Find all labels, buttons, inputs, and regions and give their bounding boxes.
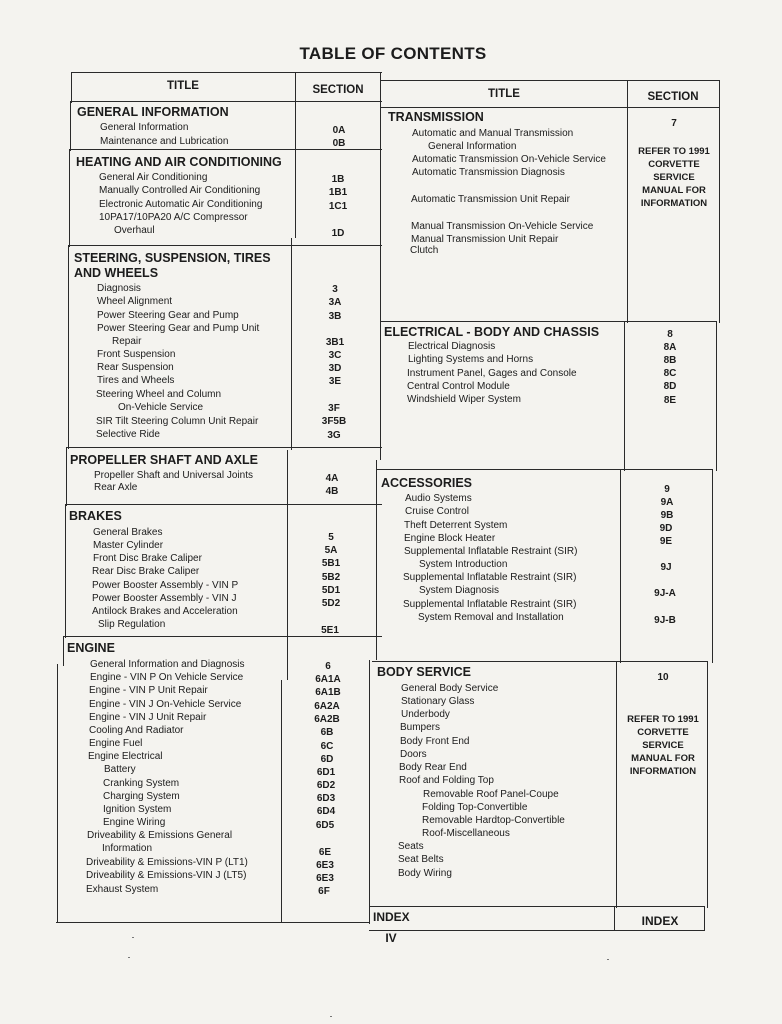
- entry-label: System Diagnosis: [419, 585, 500, 596]
- entry-label: Automatic Transmission Unit Repair: [411, 194, 570, 205]
- entry-code: 6D2: [316, 780, 336, 791]
- entry-code: 3D: [328, 363, 342, 374]
- entry-code: 5B2: [321, 572, 341, 583]
- entry-label: Driveability & Emissions-VIN P (LT1): [86, 857, 248, 868]
- entry-label: Wheel Alignment: [97, 296, 173, 307]
- entry-code: 6C: [320, 741, 334, 752]
- scan-speck: [330, 1016, 332, 1017]
- entry-code: 8A: [663, 342, 677, 353]
- entry-code: 6A2B: [314, 714, 340, 725]
- entry-label: Engine - VIN J Unit Repair: [89, 712, 207, 723]
- entry-code: 9J: [660, 562, 672, 573]
- section-heading: BRAKES: [69, 509, 122, 523]
- entry-code: 6D1: [316, 767, 336, 778]
- entry-code: 5A: [324, 545, 338, 556]
- entry-code: 3A: [328, 297, 342, 308]
- section-heading: TRANSMISSION: [388, 110, 484, 124]
- index-title: INDEX: [373, 910, 410, 924]
- entry-code: 8B: [663, 355, 677, 366]
- entry-label: Driveability & Emissions General: [87, 830, 233, 841]
- section-heading: ACCESSORIES: [381, 476, 472, 490]
- entry-label: Automatic Transmission On-Vehicle Service: [412, 154, 606, 165]
- entry-label: General Body Service: [401, 683, 499, 694]
- entry-code: 0A: [332, 125, 346, 136]
- entry-label: Windshield Wiper System: [407, 394, 521, 405]
- entry-code: 3: [332, 284, 338, 295]
- entry-label: Power Booster Assembly - VIN J: [92, 593, 237, 604]
- entry-code: 1D: [331, 228, 345, 239]
- entry-label: Engine Wiring: [103, 817, 166, 828]
- entry-label: Seats: [398, 841, 424, 852]
- entry-label: Manual Transmission On-Vehicle Service: [411, 221, 594, 232]
- entry-code: 1B1: [328, 187, 348, 198]
- entry-label: Engine Electrical: [88, 751, 163, 762]
- entry-label: Engine Fuel: [89, 738, 143, 749]
- entry-label: Engine - VIN P Unit Repair: [89, 685, 208, 696]
- entry-label: Lighting Systems and Horns: [408, 354, 534, 365]
- section-code: 7: [671, 118, 677, 129]
- entry-label: Electrical Diagnosis: [408, 341, 496, 352]
- entry-label: Engine - VIN J On-Vehicle Service: [89, 699, 242, 710]
- entry-label: Cooling And Radiator: [89, 725, 184, 736]
- entry-code: 5D2: [321, 598, 341, 609]
- entry-label: Audio Systems: [405, 493, 472, 504]
- entry-code: 9D: [659, 523, 673, 534]
- entry-label: Bumpers: [400, 722, 441, 733]
- page-number: IV: [385, 931, 397, 945]
- entry-code: 6A2A: [314, 701, 340, 712]
- entry-label: Engine - VIN P On Vehicle Service: [90, 672, 244, 683]
- entry-label: Body Wiring: [398, 868, 452, 879]
- entry-label: Front Suspension: [97, 349, 176, 360]
- section-code: 8: [667, 329, 673, 340]
- entry-label: Stationary Glass: [401, 696, 475, 707]
- entry-code: 6D: [320, 754, 334, 765]
- entry-code: 0B: [332, 138, 346, 149]
- entry-label: Master Cylinder: [93, 540, 164, 551]
- section-heading: BODY SERVICE: [377, 665, 472, 679]
- entry-code: 8E: [663, 395, 677, 406]
- scan-speck: [132, 937, 134, 938]
- entry-label: Exhaust System: [86, 884, 159, 895]
- entry-label: Rear Axle: [94, 482, 138, 493]
- entry-label: Manual Transmission Unit Repair: [411, 234, 559, 245]
- entry-label: Power Steering Gear and Pump: [97, 310, 239, 321]
- section-heading: ENGINE: [67, 641, 115, 655]
- scan-speck: [607, 959, 609, 960]
- entry-label: On-Vehicle Service: [118, 402, 204, 413]
- entry-label: Automatic Transmission Diagnosis: [412, 167, 565, 178]
- entry-label: Propeller Shaft and Universal Joints: [94, 470, 253, 481]
- entry-label: Roof-Miscellaneous: [422, 828, 510, 839]
- entry-label: Supplemental Inflatable Restraint (SIR): [404, 546, 578, 557]
- entry-label: Body Front End: [400, 736, 470, 747]
- entry-label: 10PA17/10PA20 A/C Compressor: [99, 212, 248, 223]
- entry-label: Body Rear End: [399, 762, 467, 773]
- entry-label: Information: [102, 843, 153, 854]
- entry-label: Automatic and Manual Transmission: [412, 128, 574, 139]
- entry-label: Supplemental Inflatable Restraint (SIR): [403, 599, 577, 610]
- entry-label: General Information: [100, 122, 189, 133]
- entry-label: Underbody: [401, 709, 450, 720]
- entry-code: 6D3: [316, 793, 336, 804]
- entry-code: 6E: [318, 847, 332, 858]
- entry-label: General Information: [428, 141, 517, 152]
- entry-label: Central Control Module: [407, 381, 510, 392]
- section-code: 9: [664, 484, 670, 495]
- entry-code: 3F5B: [321, 416, 347, 427]
- entry-label: Removable Hardtop-Convertible: [422, 815, 565, 826]
- section-heading: PROPELLER SHAFT AND AXLE: [70, 453, 258, 467]
- entry-label: Diagnosis: [97, 283, 141, 294]
- right-title-header: TITLE: [488, 88, 520, 100]
- entry-code: 1B: [331, 174, 345, 185]
- entry-code: 9B: [660, 510, 674, 521]
- entry-label: System Removal and Installation: [418, 612, 564, 623]
- index-section: INDEX: [641, 914, 679, 928]
- entry-label: Ignition System: [103, 804, 172, 815]
- section-heading: ELECTRICAL - BODY AND CHASSIS: [384, 325, 600, 339]
- entry-code: 6: [325, 661, 331, 672]
- entry-label: Electronic Automatic Air Conditioning: [99, 199, 263, 210]
- entry-label: Maintenance and Lubrication: [100, 136, 229, 147]
- section-code: 10: [657, 672, 669, 683]
- entry-label: Power Booster Assembly - VIN P: [92, 580, 239, 591]
- entry-label: System Introduction: [419, 559, 508, 570]
- entry-label: Engine Block Heater: [404, 533, 496, 544]
- entry-label: Tires and Wheels: [97, 375, 175, 386]
- entry-code: 3C: [328, 350, 342, 361]
- entry-label: Supplemental Inflatable Restraint (SIR): [403, 572, 577, 583]
- left-title-header: TITLE: [167, 80, 199, 92]
- entry-label: Instrument Panel, Gages and Console: [407, 368, 577, 379]
- entry-label: Battery: [104, 764, 136, 775]
- entry-code: 4B: [325, 486, 339, 497]
- entry-label: Front Disc Brake Caliper: [93, 553, 202, 564]
- section-heading: HEATING AND AIR CONDITIONING: [76, 155, 282, 169]
- entry-label: Steering Wheel and Column: [96, 389, 222, 400]
- entry-label: Folding Top-Convertible: [422, 802, 528, 813]
- entry-code: 1C1: [328, 201, 348, 212]
- entry-code: 9J-A: [654, 588, 676, 599]
- entry-code: 3B: [328, 311, 342, 322]
- entry-label: Theft Deterrent System: [404, 520, 508, 531]
- entry-code: 9A: [660, 497, 674, 508]
- entry-label: Repair: [112, 336, 142, 347]
- entry-code: 5E1: [321, 625, 339, 636]
- entry-code: 6E3: [316, 873, 334, 884]
- entry-label: Manually Controlled Air Conditioning: [99, 185, 261, 196]
- entry-code: 5B1: [321, 558, 341, 569]
- entry-code: 4A: [325, 473, 339, 484]
- entry-code: 3B1: [325, 337, 345, 348]
- section-heading: AND WHEELS: [74, 266, 159, 280]
- entry-code: 6A1B: [315, 687, 341, 698]
- entry-label: SIR Tilt Steering Column Unit Repair: [96, 416, 259, 427]
- entry-code: 3E: [328, 376, 342, 387]
- entry-label: General Air Conditioning: [99, 172, 208, 183]
- entry-code: 6D4: [316, 806, 336, 817]
- entry-code: 5: [328, 532, 334, 543]
- section-heading: STEERING, SUSPENSION, TIRES: [74, 251, 271, 265]
- entry-code: 6E3: [316, 860, 334, 871]
- entry-label: Rear Disc Brake Caliper: [92, 566, 200, 577]
- entry-label: Clutch: [410, 245, 439, 256]
- entry-label: General Brakes: [93, 527, 163, 538]
- entry-code: 3G: [327, 430, 341, 441]
- entry-label: Slip Regulation: [98, 619, 166, 630]
- entry-code: 9E: [659, 536, 673, 547]
- entry-label: Cruise Control: [405, 506, 469, 517]
- entry-code: 6D5: [315, 820, 335, 831]
- entry-label: Power Steering Gear and Pump Unit: [97, 323, 260, 334]
- entry-label: Charging System: [103, 791, 180, 802]
- entry-label: Driveability & Emissions-VIN J (LT5): [86, 870, 247, 881]
- entry-label: Doors: [400, 749, 427, 760]
- entry-label: Overhaul: [114, 225, 155, 236]
- entry-code: 6F: [318, 886, 330, 897]
- scan-speck: [128, 957, 130, 958]
- left-section-header: SECTION: [312, 84, 364, 96]
- entry-code: 5D1: [321, 585, 341, 596]
- entry-code: 9J-B: [654, 615, 676, 626]
- entry-label: Seat Belts: [398, 854, 444, 865]
- entry-label: Roof and Folding Top: [399, 775, 494, 786]
- section-heading: GENERAL INFORMATION: [77, 105, 229, 119]
- entry-code: 3F: [328, 403, 340, 414]
- entry-code: 8C: [663, 368, 677, 379]
- entry-label: Selective Ride: [96, 429, 160, 440]
- entry-label: General Information and Diagnosis: [90, 659, 245, 670]
- entry-label: Removable Roof Panel-Coupe: [423, 789, 559, 800]
- entry-code: 6A1A: [315, 674, 341, 685]
- page-title: TABLE OF CONTENTS: [299, 44, 487, 63]
- right-section-header: SECTION: [647, 91, 699, 103]
- entry-code: 8D: [663, 381, 677, 392]
- entry-code: 6B: [320, 727, 334, 738]
- entry-label: Cranking System: [103, 778, 180, 789]
- entry-label: Antilock Brakes and Acceleration: [92, 606, 238, 617]
- entry-label: Rear Suspension: [97, 362, 174, 373]
